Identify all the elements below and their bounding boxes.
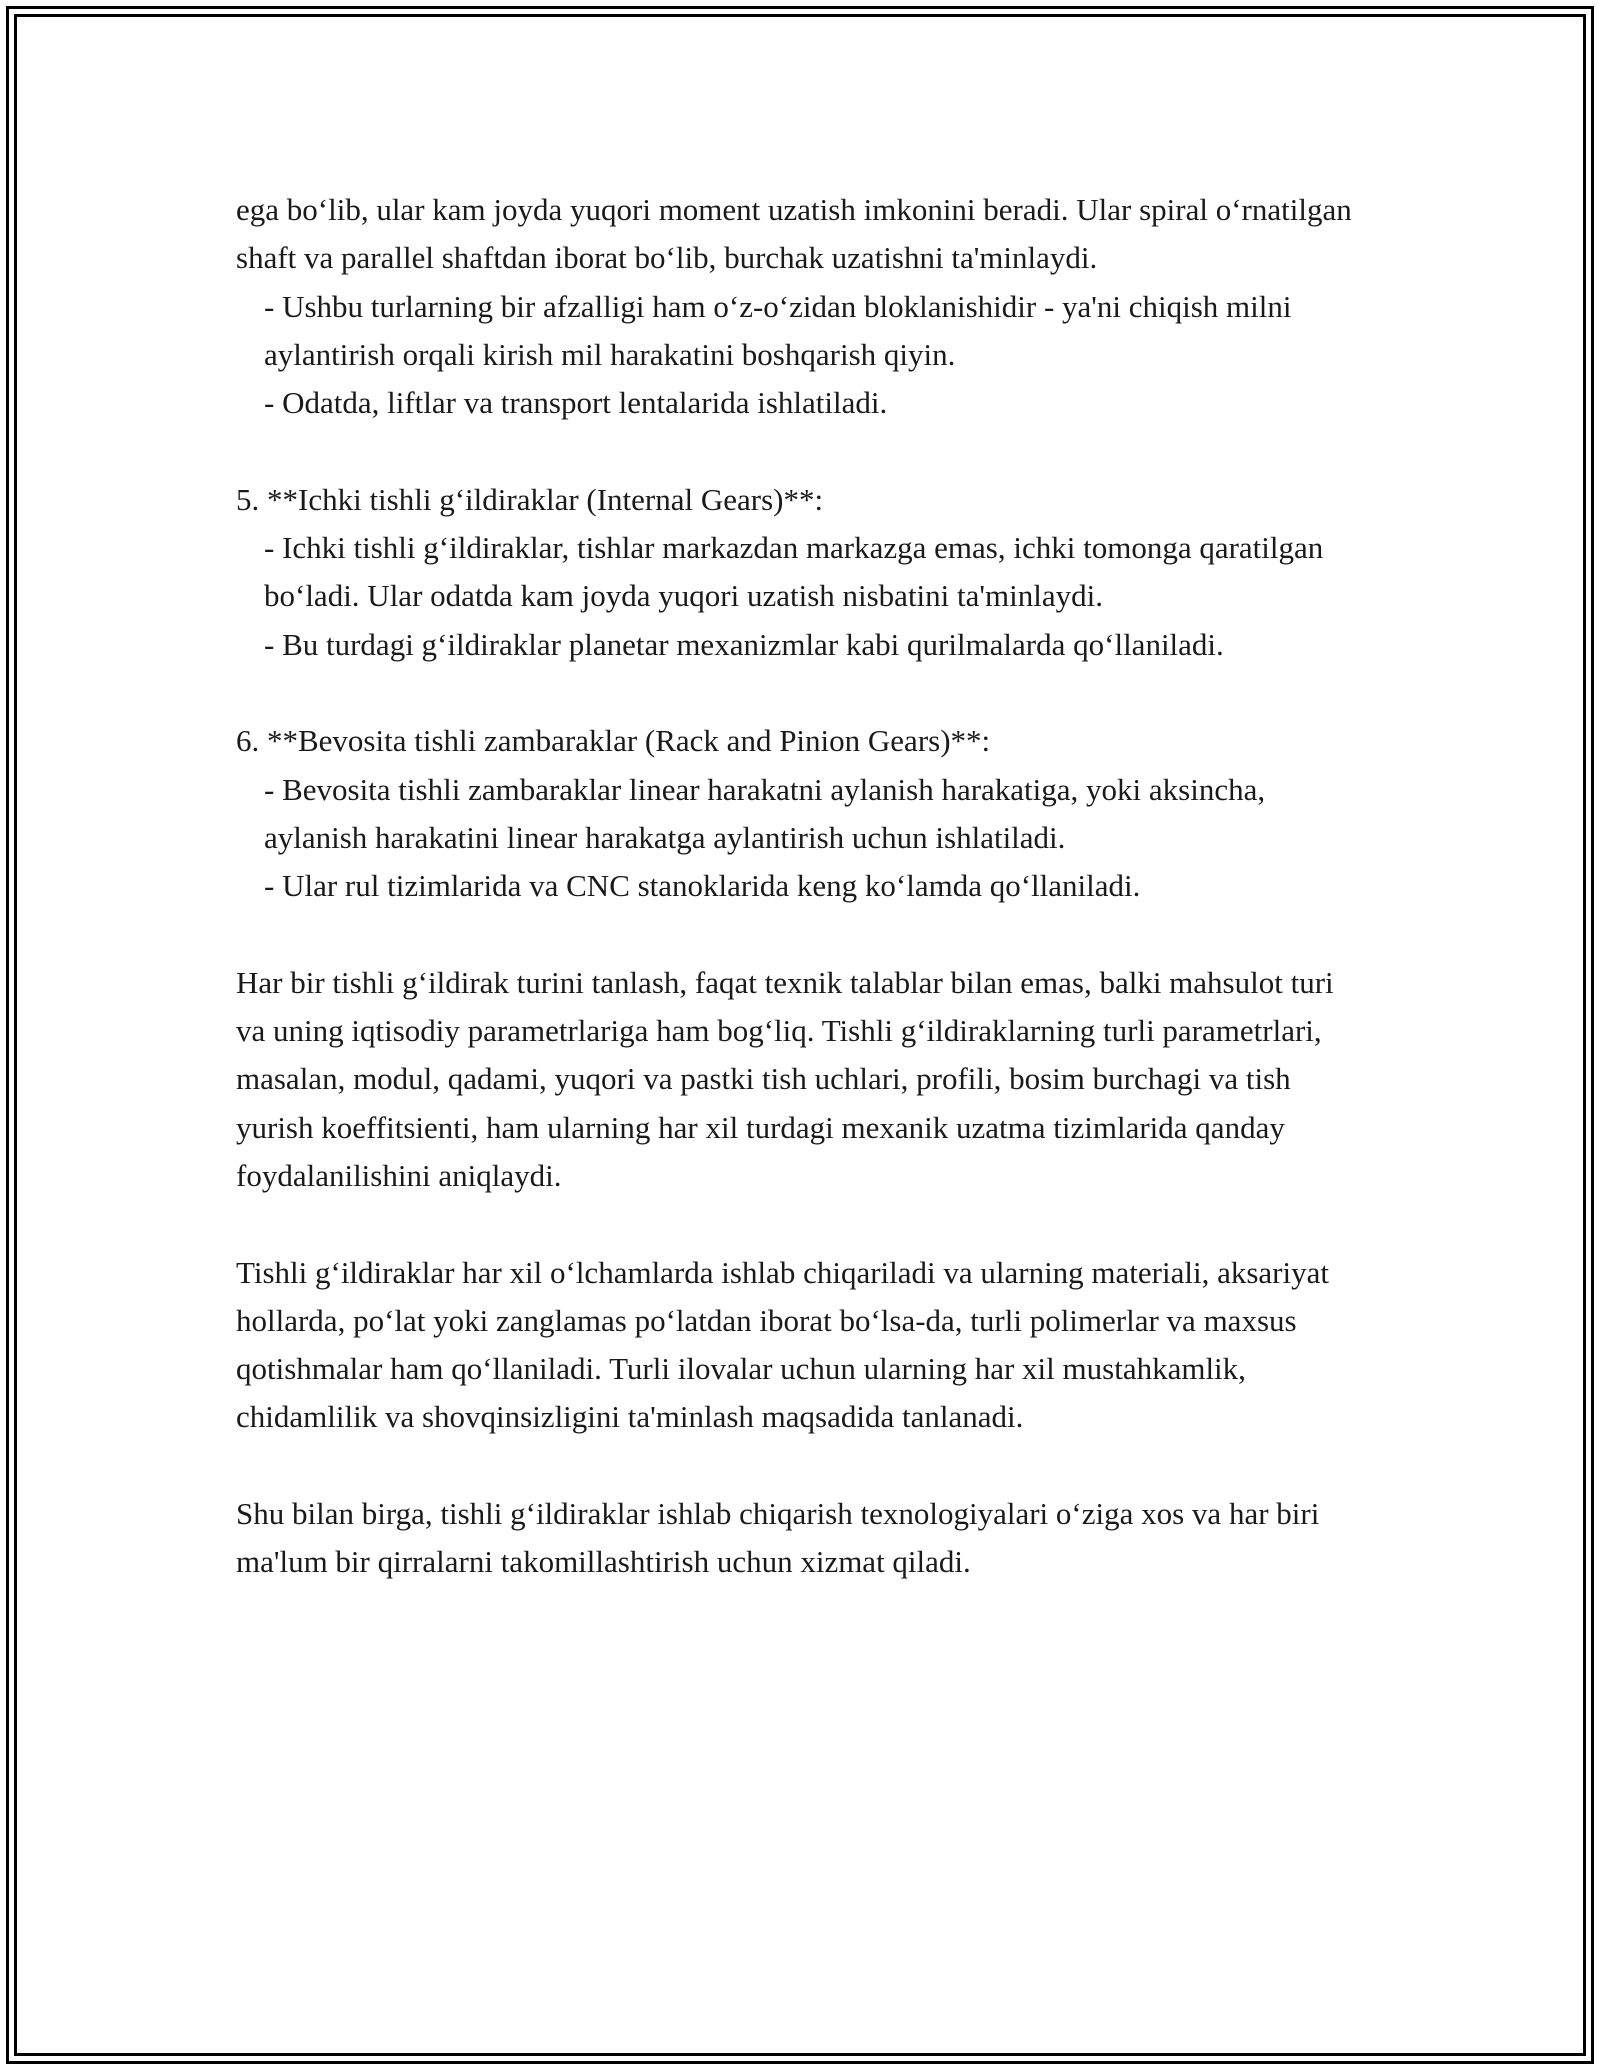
- paragraph-manufacturing: Shu bilan birga, tishli g‘ildiraklar ishlab chiqarish texnologiyalari o‘ziga xos va har biri ma'lum bir qirralarni takomillashtirish uchun xizmat qiladi.: [236, 1496, 1320, 1580]
- intro-bullet-usage: - Odatda, liftlar va transport lentalarida ishlatiladi.: [264, 385, 888, 421]
- paragraph-gear-selection: Har bir tishli g‘ildirak turini tanlash, faqat texnik talablar bilan emas, balki mahsulot turi va uning iqtisodiy parametrlariga ham bog‘liq. Tishli g‘ildiraklarning turli parametrlari, masalan, modul, qadami, yuqori va pastki tish uchlari, profili, bosim burchagi va tish yurish koeffitsienti, ham ularning har xil turdagi mexanik uzatma tizimlarida qanday foydalanilishini aniqlaydi.: [236, 964, 1334, 1193]
- section-6-bullet-usage: - Ular rul tizimlarida va CNC stanoklarida keng ko‘lamda qo‘llaniladi.: [264, 868, 1141, 904]
- paragraph-gap: [236, 669, 1366, 717]
- document-body: [236, 186, 1366, 1587]
- section-5-bullet-usage: - Bu turdagi g‘ildiraklar planetar mexanizmlar kabi qurilmalarda qo‘llaniladi.: [264, 626, 1224, 662]
- paragraph-gap: [236, 1200, 1366, 1248]
- intro-bullet-self-locking: - Ushbu turlarning bir afzalligi ham o‘z-o‘zidan bloklanishidir - ya'ni chiqish milni aylantirish orqali kirish mil harakatini boshqarish qiyin.: [264, 288, 1292, 372]
- paragraph-gap: [236, 427, 1366, 475]
- section-6-heading: 6. **Bevosita tishli zambaraklar (Rack and Pinion Gears)**:: [236, 723, 991, 759]
- section-6-bullet-description: - Bevosita tishli zambaraklar linear harakatni aylanish harakatiga, yoki aksincha, aylanish harakatini linear harakatga aylantirish uchun ishlatiladi.: [264, 771, 1266, 855]
- section-5-heading: 5. **Ichki tishli g‘ildiraklar (Internal Gears)**:: [236, 481, 824, 517]
- paragraph-gear-materials: Tishli g‘ildiraklar har xil o‘lchamlarda ishlab chiqariladi va ularning materiali, aksariyat hollarda, po‘lat yoki zanglamas po‘latdan iborat bo‘lsa-da, turli polimerlar va maxsus qotishmalar ham qo‘llaniladi. Turli ilovalar uchun ularning har xil mustahkamlik, chidamlilik va shovqinsizligini ta'minlash maqsadida tanlanadi.: [236, 1254, 1329, 1435]
- intro-paragraph: ega bo‘lib, ular kam joyda yuqori moment uzatish imkonini beradi. Ular spiral o‘rnatilgan shaft va parallel shaftdan iborat bo‘lib, burchak uzatishni ta'minlaydi.: [236, 192, 1352, 276]
- paragraph-gap: [236, 1442, 1366, 1490]
- section-5-bullet-description: - Ichki tishli g‘ildiraklar, tishlar markazdan markazga emas, ichki tomonga qaratilgan bo‘ladi. Ular odatda kam joyda yuqori uzatish nisbatini ta'minlaydi.: [264, 530, 1324, 614]
- paragraph-gap: [236, 910, 1366, 958]
